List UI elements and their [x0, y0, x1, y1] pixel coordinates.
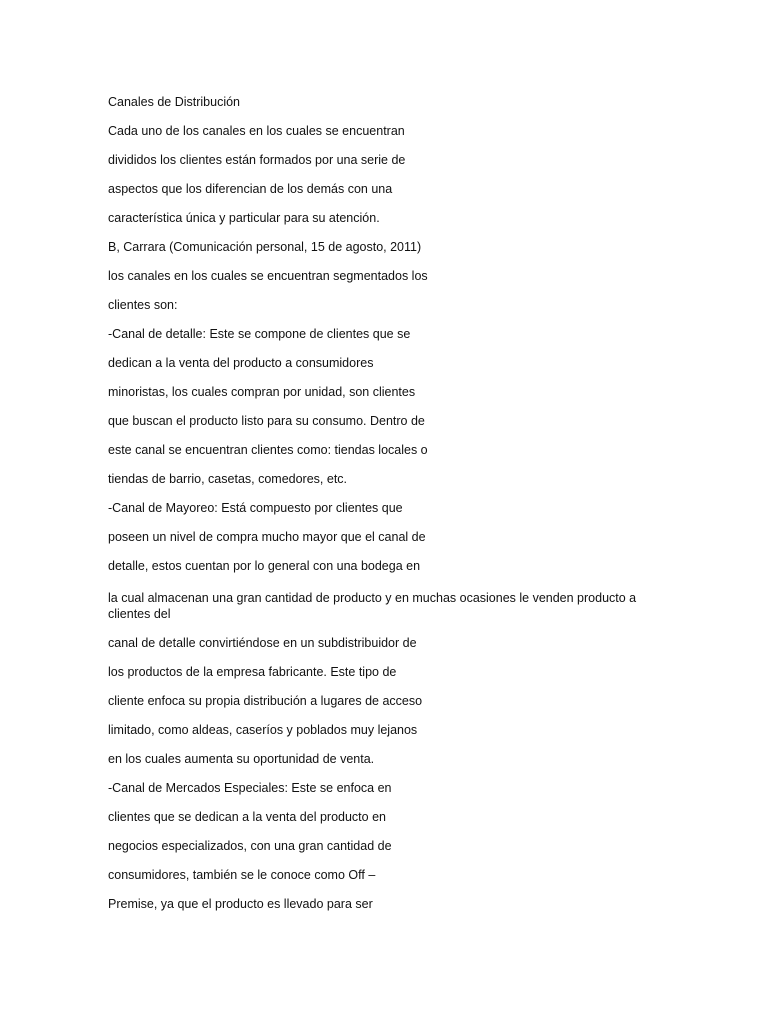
text-line: cliente enfoca su propia distribución a lugares de acceso: [108, 694, 423, 708]
text-line: Cada uno de los canales en los cuales se encuentran: [108, 124, 405, 138]
section-heading-mayoreo: -Canal de Mayoreo: Está compuesto por clientes que: [108, 501, 403, 515]
text-line: clientes que se dedican a la venta del producto en: [108, 810, 386, 824]
text-line: aspectos que los diferencian de los demás con una: [108, 182, 393, 196]
text-line: minoristas, los cuales compran por unidad, son clientes: [108, 385, 416, 399]
text-line: detalle, estos cuentan por lo general con una bodega en: [108, 559, 421, 573]
text-line: dedican a la venta del producto a consumidores: [108, 356, 374, 370]
text-line: característica única y particular para su atención.: [108, 211, 380, 225]
section-heading-mercados-especiales: -Canal de Mercados Especiales: Este se enfoca en: [108, 781, 392, 795]
text-line: limitado, como aldeas, caseríos y poblados muy lejanos: [108, 723, 418, 737]
text-line: este canal se encuentran clientes como: tiendas locales o: [108, 443, 428, 457]
text-line: en los cuales aumenta su oportunidad de venta.: [108, 752, 375, 766]
text-line: negocios especializados, con una gran cantidad de: [108, 839, 392, 853]
text-line: canal de detalle convirtiéndose en un subdistribuidor de: [108, 636, 417, 650]
text-line: divididos los clientes están formados por una serie de: [108, 153, 406, 167]
document-title: Canales de Distribución: [108, 95, 241, 109]
text-line: tiendas de barrio, casetas, comedores, etc.: [108, 472, 348, 486]
text-line: consumidores, también se le conoce como Off –: [108, 868, 376, 882]
text-line: Premise, ya que el producto es llevado para ser: [108, 897, 373, 911]
text-line: clientes son:: [108, 298, 178, 312]
section-heading-detalle: -Canal de detalle: Este se compone de clientes que se: [108, 327, 411, 341]
text-line: que buscan el producto listo para su consumo. Dentro de: [108, 414, 425, 428]
citation-line: B, Carrara (Comunicación personal, 15 de agosto, 2011): [108, 240, 422, 254]
text-line: los canales en los cuales se encuentran segmentados los: [108, 269, 428, 283]
text-line-wrapped: la cual almacenan una gran cantidad de producto y en muchas ocasiones le venden producto a clientes del: [108, 591, 637, 621]
text-line: poseen un nivel de compra mucho mayor que el canal de: [108, 530, 426, 544]
text-line: los productos de la empresa fabricante. Este tipo de: [108, 665, 397, 679]
